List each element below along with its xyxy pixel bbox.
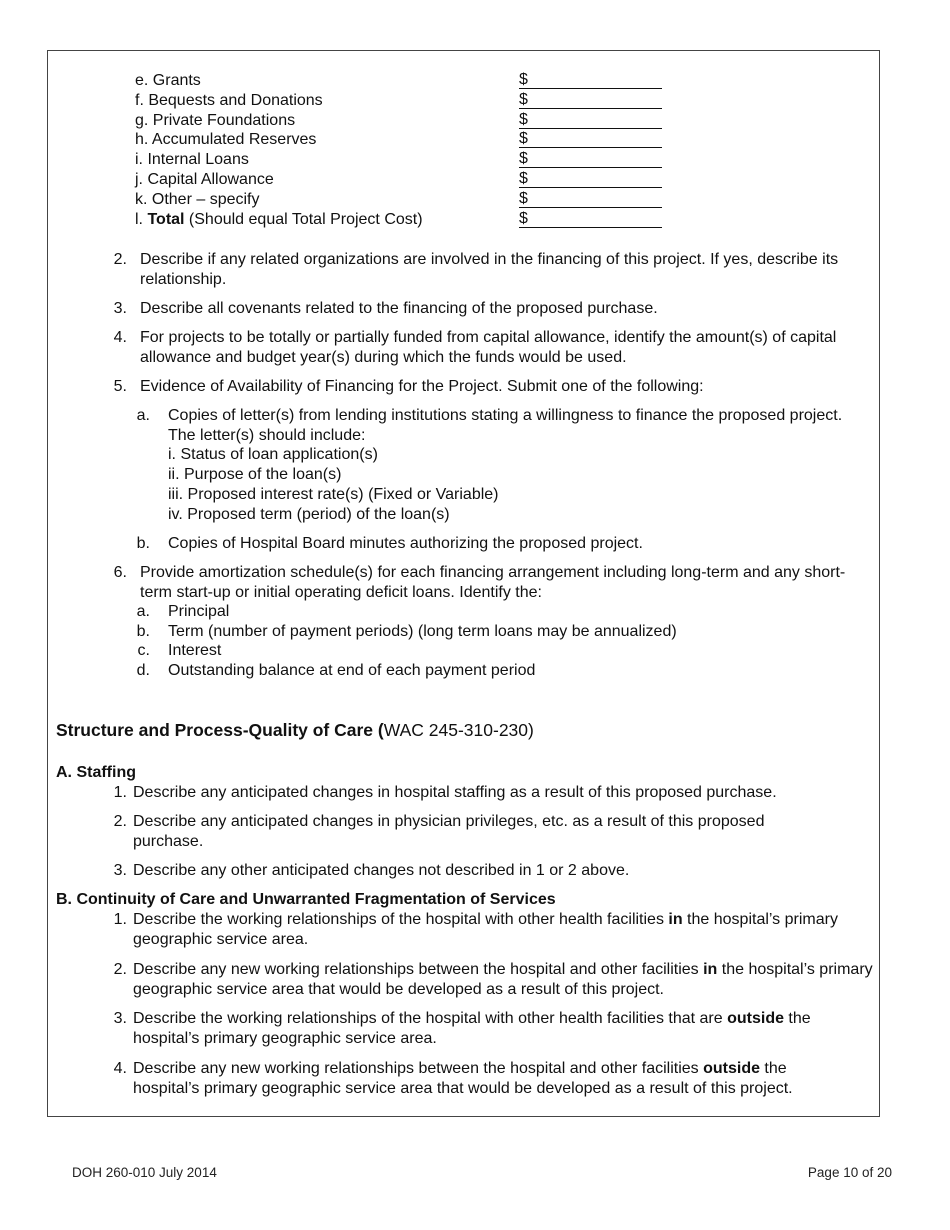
amount-field[interactable]: $	[519, 130, 662, 148]
amortization-item: Outstanding balance at end of each payment period	[168, 662, 536, 679]
amount-field[interactable]: $	[519, 71, 662, 89]
letter-requirement: i. Status of loan application(s)	[168, 446, 378, 463]
question-covenants: Describe all covenants related to the financing of the proposed purchase.	[140, 300, 658, 317]
funding-label: j. Capital Allowance	[135, 171, 274, 188]
funding-label: k. Other – specify	[135, 191, 260, 208]
staffing-question: Describe any anticipated changes in hospital staffing as a result of this proposed purchase.	[133, 784, 777, 801]
evidence-option-letters: Copies of letter(s) from lending institutions stating a willingness to finance the proposed project. The letter(s) should include:	[168, 407, 843, 444]
item-number: 4.	[113, 1060, 127, 1077]
amount-field[interactable]: $	[519, 170, 662, 188]
staffing-heading: A. Staffing	[56, 764, 136, 781]
document-id: DOH 260-010 July 2014	[72, 1165, 217, 1180]
question-related-organizations: Describe if any related organizations are involved in the financing of this project. If yes, describe its relationship.	[140, 251, 839, 288]
continuity-question: Describe the working relationships of the hospital with other health facilities that are outside the hospital’s primary geographic service area.	[133, 1010, 811, 1047]
item-number: 2.	[113, 961, 127, 978]
continuity-question: Describe any new working relationships between the hospital and other facilities outside the hospital’s primary geographic service area that would be developed as a result of this project.	[133, 1060, 793, 1097]
amount-field[interactable]: $	[519, 190, 662, 208]
total-amount-field[interactable]: $	[519, 210, 662, 228]
evidence-option-board-minutes: Copies of Hospital Board minutes authorizing the proposed project.	[168, 535, 643, 552]
amount-field[interactable]: $	[519, 91, 662, 109]
page-number: Page 10 of 20	[807, 1165, 892, 1180]
amortization-item: Interest	[168, 642, 222, 659]
item-letter: b.	[136, 535, 150, 552]
continuity-question: Describe the working relationships of the hospital with other health facilities in the hospital’s primary geographic service area.	[133, 911, 838, 948]
item-letter: b.	[136, 623, 150, 640]
continuity-question: Describe any new working relationships between the hospital and other facilities in the hospital’s primary geographic service area that would be developed as a result of this project.	[133, 961, 873, 998]
staffing-question: Describe any other anticipated changes not described in 1 or 2 above.	[133, 862, 630, 879]
amount-field[interactable]: $	[519, 150, 662, 168]
item-number: 1.	[113, 784, 127, 801]
continuity-heading: B. Continuity of Care and Unwarranted Fragmentation of Services	[56, 891, 556, 908]
funding-total-label: l. Total (Should equal Total Project Cost)	[135, 211, 423, 228]
item-number: 4.	[113, 329, 127, 346]
amortization-item: Term (number of payment periods) (long term loans may be annualized)	[168, 623, 677, 640]
letter-requirement: iv. Proposed term (period) of the loan(s)	[168, 506, 450, 523]
item-letter: d.	[136, 662, 150, 679]
item-number: 3.	[113, 862, 127, 879]
item-number: 5.	[113, 378, 127, 395]
item-letter: c.	[137, 642, 150, 659]
letter-requirement: ii. Purpose of the loan(s)	[168, 466, 342, 483]
question-financing-evidence: Evidence of Availability of Financing for the Project. Submit one of the following:	[140, 378, 704, 395]
funding-label: e. Grants	[135, 72, 201, 89]
item-letter: a.	[136, 603, 150, 620]
letter-requirement: iii. Proposed interest rate(s) (Fixed or Variable)	[168, 486, 499, 503]
staffing-question: Describe any anticipated changes in physician privileges, etc. as a result of this proposed purchase.	[133, 813, 765, 850]
item-number: 1.	[113, 911, 127, 928]
funding-label: i. Internal Loans	[135, 151, 249, 168]
item-number: 3.	[113, 300, 127, 317]
item-number: 2.	[113, 251, 127, 268]
item-letter: a.	[136, 407, 150, 424]
question-capital-allowance: For projects to be totally or partially funded from capital allowance, identify the amount(s) of capital allowance and budget year(s) during which the funds would be used.	[140, 329, 837, 366]
funding-label: f. Bequests and Donations	[135, 92, 323, 109]
section-title: Structure and Process-Quality of Care (WAC 245-310-230)	[56, 720, 534, 740]
question-amortization: Provide amortization schedule(s) for each financing arrangement including long-term and any short-term start-up or initial operating deficit loans. Identify the:	[140, 564, 846, 601]
funding-label: h. Accumulated Reserves	[135, 131, 317, 148]
item-number: 3.	[113, 1010, 127, 1027]
amortization-item: Principal	[168, 603, 230, 620]
item-number: 6.	[113, 564, 127, 581]
amount-field[interactable]: $	[519, 111, 662, 129]
funding-label: g. Private Foundations	[135, 112, 296, 129]
item-number: 2.	[113, 813, 127, 830]
